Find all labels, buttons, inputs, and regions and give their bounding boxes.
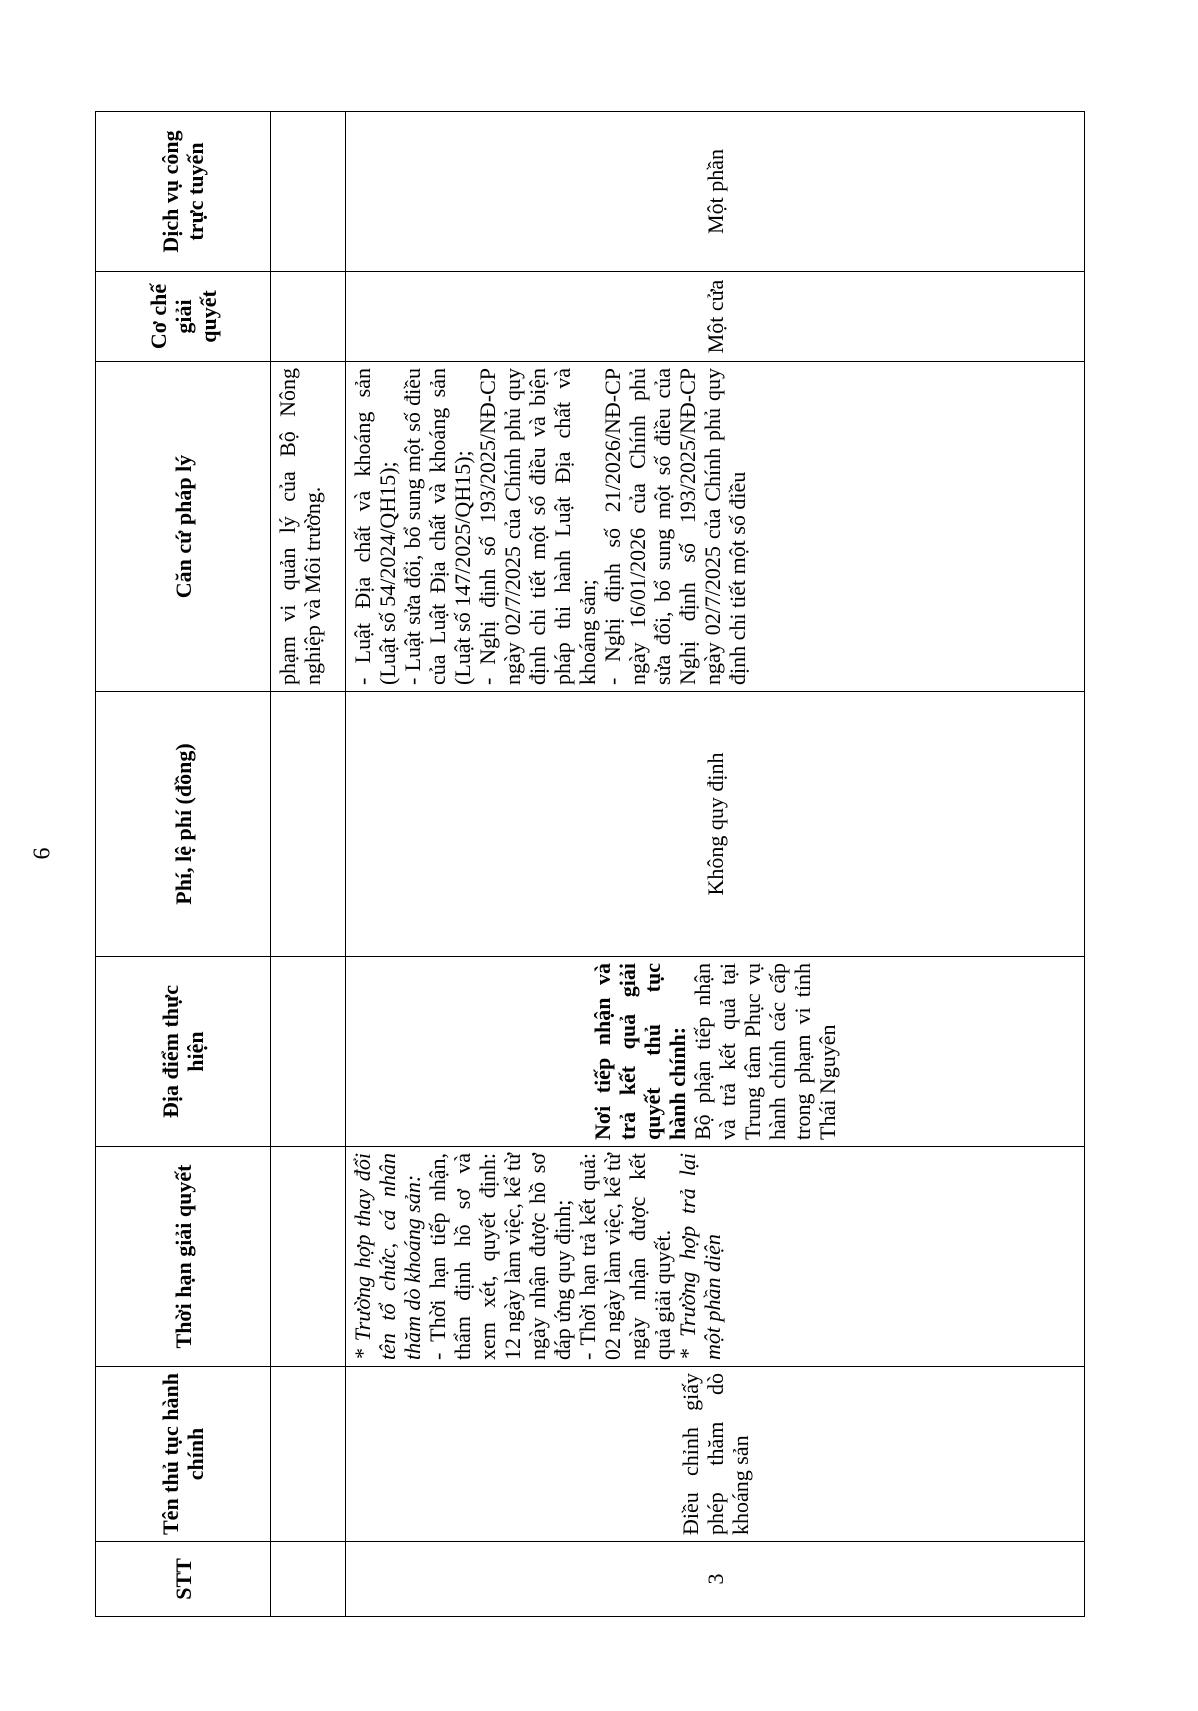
legal-item-2: - Luật sửa đổi, bổ sung một số điều của Luật Địa chất và khoáng sản (Luật số 147/2025/QH15);	[400, 368, 475, 685]
table-row-previous	[271, 112, 346, 1617]
location-text: Bộ phận tiếp nhận và trả kết quả tại Trung tâm Phục vụ hành chính các cấp trong phạm vi tỉnh Thái Nguyên	[690, 963, 840, 1140]
stt-cell: 3	[346, 1542, 1085, 1617]
legal-item-3: - Nghị định số 193/2025/NĐ-CP ngày 02/7/2025 của Chính phủ quy định chi tiết một số điều và biện pháp thi hành Luật Địa chất và khoáng sản;	[475, 368, 600, 685]
table-row	[346, 112, 1085, 1617]
header-online: Dịch vụ công trực tuyến	[96, 112, 271, 272]
rotated-table-wrapper	[95, 112, 1085, 1617]
legal-item-1: - Luật Địa chất và khoáng sản (Luật số 54/2024/QH15);	[350, 368, 400, 685]
header-fee: Phí, lệ phí (đồng)	[96, 692, 271, 957]
header-row	[96, 112, 271, 1617]
procedure-name-cell: Điều chỉnh giấy phép thăm dò khoáng sản	[346, 1367, 1085, 1542]
header-mechanism: Cơ chế giải quyết	[96, 272, 271, 362]
fee-cell: Không quy định	[346, 692, 1085, 957]
page-number: 6	[29, 847, 56, 860]
header-name: Tên thủ tục hành chính	[96, 1367, 271, 1542]
online-service-cell: Một phần	[346, 112, 1085, 272]
header-legal: Căn cứ pháp lý	[96, 362, 271, 692]
location-heading: Nơi tiếp nhận và trả kết quả giải quyết thủ tục hành chính:	[590, 963, 690, 1140]
mechanism-cell: Một cửa	[346, 272, 1085, 362]
location-cell	[346, 957, 1085, 1147]
duration-cell	[346, 1147, 1085, 1367]
legal-item-4: - Nghị định số 21/2026/NĐ-CP ngày 16/01/2026 của Chính phủ sửa đổi, bổ sung một số điều của Nghị định số 193/2025/NĐ-CP ngày 02/7/2025 của Chính phủ quy định chi tiết một số điều	[600, 368, 750, 685]
procedure-table	[95, 111, 1085, 1617]
header-stt: STT	[96, 1542, 271, 1617]
prev-legal-cell: phạm vi quản lý của Bộ Nông nghiệp và Môi trường.	[271, 362, 346, 692]
document-sheet	[95, 112, 1085, 1617]
legal-cell	[346, 362, 1085, 692]
header-duration: Thời hạn giải quyết	[96, 1147, 271, 1367]
duration-case-2: * Trường hợp trả lại một phần diện	[675, 1153, 725, 1360]
duration-case-1: * Trường hợp thay đổi tên tổ chức, cá nhân thăm dò khoáng sản:	[350, 1153, 425, 1360]
duration-item-1: - Thời hạn tiếp nhận, thẩm định hồ sơ và xem xét, quyết định: 12 ngày làm việc, kể từ ngày nhận được hồ sơ đáp ứng quy định;	[425, 1153, 575, 1360]
header-location: Địa điểm thực hiện	[96, 957, 271, 1147]
duration-item-2: - Thời hạn trả kết quả: 02 ngày làm việc, kể từ ngày nhận được kết quả giải quyết.	[575, 1153, 675, 1360]
